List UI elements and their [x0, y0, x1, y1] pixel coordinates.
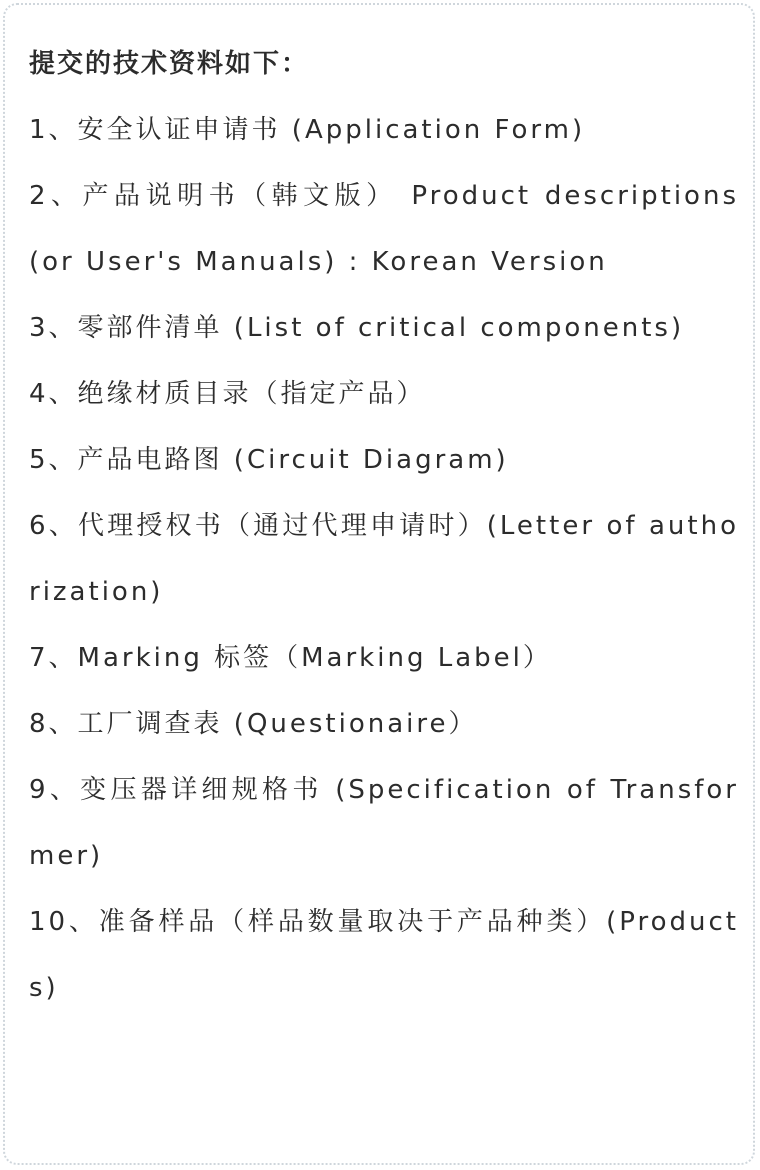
list-item-letter-of-authorization: 6、代理授权书（通过代理申请时）(Letter of authorization)	[29, 511, 739, 607]
list-item-application-form: 1、安全认证申请书 (Application Form)	[29, 115, 586, 145]
section-heading: 提交的技术资料如下：	[29, 49, 310, 79]
list-item-products: 10、准备样品（样品数量取决于产品种类）(Products)	[29, 907, 739, 1003]
list-item-transformer-specification: 9、变压器详细规格书 (Specification of Transformer)	[29, 775, 739, 871]
list-item-insulation-materials: 4、绝缘材质目录（指定产品）	[29, 379, 426, 409]
list-item-questionnaire: 8、工厂调查表 (Questionaire）	[29, 709, 478, 739]
list-item-critical-components: 3、零部件清单 (List of critical components)	[29, 313, 685, 343]
document-card	[3, 3, 755, 1165]
list-item-circuit-diagram: 5、产品电路图 (Circuit Diagram)	[29, 445, 509, 475]
list-item-product-descriptions: 2、产品说明书（韩文版） Product descriptions (or User's Manuals) : Korean Version	[29, 181, 739, 277]
list-item-marking-label: 7、Marking 标签（Marking Label）	[29, 643, 552, 673]
document-content	[29, 31, 739, 1021]
